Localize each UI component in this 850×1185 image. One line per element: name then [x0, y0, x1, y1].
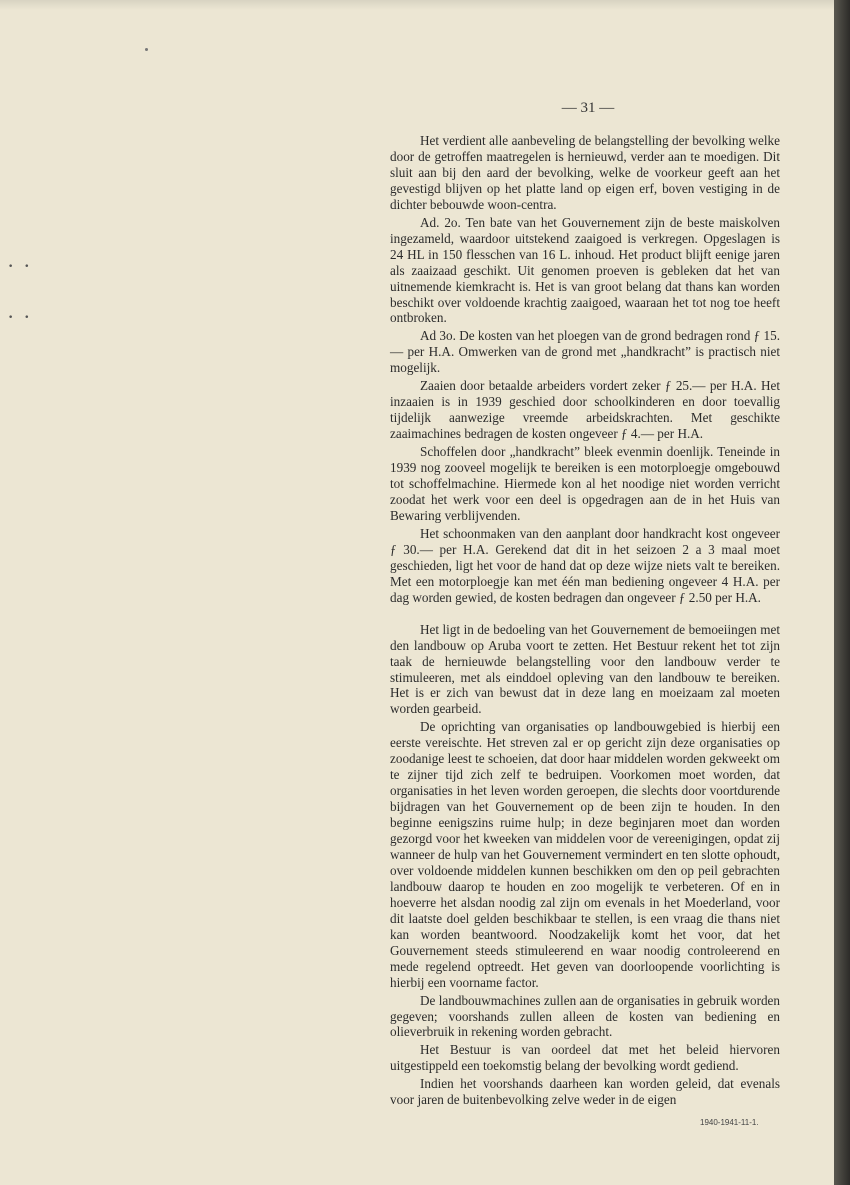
page-number: — 31 —	[561, 100, 615, 116]
stray-speck	[145, 48, 148, 51]
paragraph: De landbouwmachines zullen aan de organisaties in gebruik worden gegeven; voorshands zullen alleen de kosten van bediening en olieverbruik in rekening worden gebracht.	[390, 992, 780, 1040]
margin-mark-bottom: • •	[8, 313, 34, 323]
paragraph: Indien het voorshands daarheen kan worden geleid, dat evenals voor jaren de buitenbevolking zelve weder in de eigen	[390, 1076, 780, 1108]
paragraph: Het Bestuur is van oordeel dat met het beleid hiervoren uitgestippeld een toekomstig belang der bevolking wordt gediend.	[390, 1042, 780, 1074]
archive-reference: 1940-1941-11-1.	[700, 1118, 759, 1127]
scan-shadow-top	[0, 0, 850, 10]
body-text	[390, 133, 780, 1110]
paragraph: Het schoonmaken van den aanplant door handkracht kost ongeveer ƒ 30.— per H.A. Gerekend dat dit in het seizoen 2 a 3 maal moet geschieden, ligt het voor de hand dat op deze wijze niets valt te bereiken. Met een motorploegje kan met één man bediening ongeveer 4 H.A. per dag worden gewied, de kosten bedragen dan ongeveer ƒ 2.50 per H.A.	[390, 525, 780, 605]
margin-mark-top: • •	[8, 262, 34, 272]
paragraph: Het verdient alle aanbeveling de belangstelling der bevolking welke door de getroffen maatregelen is hernieuwd, verder aan te moedigen. Dit sluit aan bij den aard der bevolking, welke de voorkeur geeft aan het gevestigd blijven op het platte land op eigen erf, boven vestiging in de dichter bebouwde woon-centra.	[390, 133, 780, 212]
scan-shadow-right	[834, 0, 850, 1185]
paragraph: Ad 3o. De kosten van het ploegen van de grond bedragen rond ƒ 15.— per H.A. Omwerken van de grond met „handkracht” is practisch niet mogelijk.	[390, 328, 780, 376]
paragraph: Ad. 2o. Ten bate van het Gouvernement zijn de beste maiskolven ingezameld, waardoor uitstekend zaaigoed is verkregen. Opgeslagen is 24 HL in 150 flesschen van 16 L. inhoud. Het product blijft eenige jaren als zaaizaad geschikt. Uit genomen proeven is gebleken dat het van uitnemende kiemkracht is. Het is van groot belang dat thans kan worden beschikt over voldoende krachtig zaaigoed, waaraan het tot nog toe heeft ontbroken.	[390, 214, 780, 326]
paragraph: Schoffelen door „handkracht” bleek evenmin doenlijk. Teneinde in 1939 nog zooveel mogelijk te bereiken is een motorploegje omgebouwd tot schoffelmachine. Hiermede kon al het noodige niet worden verricht zoodat het werk voor een deel is opgedragen aan de in het Huis van Bewaring verblijvenden.	[390, 444, 780, 523]
paragraph: Zaaien door betaalde arbeiders vordert zeker ƒ 25.— per H.A. Het inzaaien is in 1939 geschied door schoolkinderen en door toevallig tijdelijk aanwezige vreemde arbeidskrachten. Met geschikte zaaimachines bedragen de kosten ongeveer ƒ 4.— per H.A.	[390, 378, 780, 442]
paragraph: Het ligt in de bedoeling van het Gouvernement de bemoeiingen met den landbouw op Aruba voort te zetten. Het Bestuur rekent het tot zijn taak de hernieuwde belangstelling voor den landbouw verder te stimuleeren, met als einddoel opleving van den landbouw te bereiken. Het is er zich van bewust dat in deze lang en moeizaam zal moeten worden gearbeid.	[390, 621, 780, 717]
paragraph: De oprichting van organisaties op landbouwgebied is hierbij een eerste vereischte. Het streven zal er op gericht zijn deze organisaties op zoodanige leest te schoeien, dat door haar middelen worden gekweekt om te zijner tijd zich zelf te bedruipen. Voorkomen moet worden, dat organisaties in het leven worden geroepen, die slechts door voortdurende bijdragen van het Gouvernement op de been zijn te houden. In den beginne eenigszins ruime hulp; in deze beginjaren moet dan worden gezorgd voor het kweeken van middelen voor de vereenigingen, opdat zij wanneer de hulp van het Gouvernement vermindert en ten slotte ophoudt, over voldoende middelen kunnen beschikken om den op peil gebrachten landbouw daarop te houden en zoo mogelijk te verbeteren. Of en in hoeverre het alsdan noodig zal zijn om evenals in het Moederland, voor dit laatste doel gelden beschikbaar te stellen, is een vraag die thans niet kan worden beantwoord. Noodzakelijk komt het voor, dat het Gouvernement steeds stimuleerend en waar noodig controleerend en mede regelend optreedt. Het geven van doorloopende voorlichting is hierbij een voorname factor.	[390, 719, 780, 990]
